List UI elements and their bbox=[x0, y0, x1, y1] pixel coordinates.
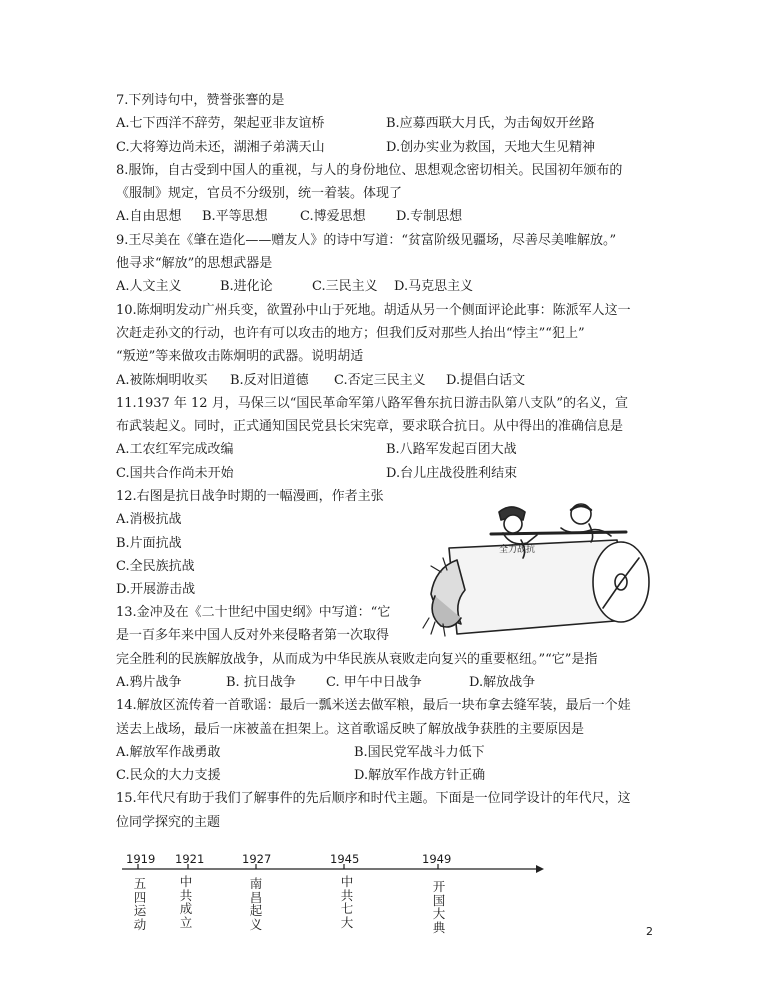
option-d: D.创办实业为救国，天地大生见精神 bbox=[386, 139, 596, 155]
option-c: C.否定三民主义 bbox=[334, 372, 426, 388]
question-stem: 完全胜利的民族解放战争，从而成为中华民族从衰败走向复兴的重要枢纽。”“它”是指 bbox=[116, 651, 598, 667]
option-b: B.进化论 bbox=[220, 279, 273, 295]
option-d: D.开展游击战 bbox=[116, 582, 196, 598]
option-b: B. 抗日战争 bbox=[226, 674, 296, 690]
timeline-year: 1927 bbox=[242, 852, 272, 866]
option-c: C.大将筹边尚未还，湖湘子弟满天山 bbox=[116, 139, 325, 155]
option-b: B.片面抗战 bbox=[116, 535, 182, 551]
option-d: D.专制思想 bbox=[396, 209, 463, 225]
timeline-event: 五四运动 bbox=[133, 876, 147, 932]
question-stem: 15.年代尺有助于我们了解事件的先后顺序和时代主题。下面是一位同学设计的年代尺，这 bbox=[116, 791, 631, 807]
cartoon-caption: 全力战抗 bbox=[499, 545, 536, 555]
question-stem: 是一百多年来中国人反对外来侵略者第一次取得 bbox=[116, 628, 390, 644]
option-a: A.工农红军完成改编 bbox=[116, 442, 234, 458]
question-list bbox=[116, 89, 656, 834]
question-15 bbox=[116, 787, 656, 834]
question-stem: 13.金冲及在《二十世纪中国史纲》中写道：“它 bbox=[116, 605, 391, 621]
timeline-year: 1921 bbox=[175, 852, 205, 866]
option-c: C.博爱思想 bbox=[300, 209, 366, 225]
option-c: C.国共合作尚未开始 bbox=[116, 465, 234, 481]
option-c: C.全民族抗战 bbox=[116, 558, 195, 574]
option-a: A.鸦片战争 bbox=[116, 674, 182, 690]
timeline-event: 开国大典 bbox=[432, 879, 446, 935]
question-stem: 10.陈炯明发动广州兵变，欲置孙中山于死地。胡适从另一个侧面评论此事：陈派军人这一 bbox=[116, 302, 631, 318]
question-14 bbox=[116, 694, 656, 787]
option-a: A.七下西洋不辞劳，架起亚非友谊桥 bbox=[116, 116, 325, 132]
question-10 bbox=[116, 299, 656, 392]
question-stem: 《服制》规定，官员不分级别，统一着装。体现了 bbox=[116, 186, 403, 202]
option-b: B.八路军发起百团大战 bbox=[386, 442, 517, 458]
option-b: B.反对旧道德 bbox=[230, 372, 309, 388]
question-7 bbox=[116, 89, 656, 159]
question-stem: 位同学探究的主题 bbox=[116, 814, 221, 830]
question-stem: 9.王尽美在《肇在造化——赠友人》的诗中写道：“贫富阶级见疆场，尽善尽美唯解放。” bbox=[116, 232, 617, 248]
timeline-event: 南昌起义 bbox=[249, 876, 263, 932]
option-c: C.民众的大力支援 bbox=[116, 768, 221, 784]
option-d: D.解放战争 bbox=[469, 674, 536, 690]
option-d: D.提倡白话文 bbox=[446, 372, 526, 388]
option-a: A.消极抗战 bbox=[116, 512, 182, 528]
timeline-event: 中共七大 bbox=[340, 874, 354, 930]
option-d: D.解放军作战方针正确 bbox=[354, 768, 486, 784]
question-stem: 14.解放区流传着一首歌谣：最后一瓢米送去做军粮，最后一块布拿去缝军装，最后一个娃 bbox=[116, 698, 631, 714]
question-stem: 11.1937 年 12 月，马保三以“国民革命军第八路军鲁东抗日游击队第八支队”的名义，宣 bbox=[116, 395, 628, 411]
timeline-year: 1949 bbox=[422, 852, 452, 866]
timeline-year: 1919 bbox=[126, 852, 156, 866]
question-stem: 8.服饰，自古受到中国人的重视，与人的身份地位、思想观念密切相关。民国初年颁布的 bbox=[116, 162, 623, 178]
option-a: A.被陈炯明收买 bbox=[116, 372, 208, 388]
option-d: D.马克思主义 bbox=[394, 279, 474, 295]
option-b: B.平等思想 bbox=[202, 209, 268, 225]
option-a: A.自由思想 bbox=[116, 209, 182, 225]
option-b: B.国民党军战斗力低下 bbox=[354, 744, 485, 760]
question-stem: 次赶走孙文的行动，也许有可以攻击的地方；但我们反对那些人抬出“悖主”“犯上” bbox=[116, 325, 585, 341]
option-c: C.三民主义 bbox=[312, 279, 378, 295]
anti-japanese-war-cartoon bbox=[421, 500, 659, 640]
timeline bbox=[116, 845, 556, 945]
option-c: C. 甲午中日战争 bbox=[326, 674, 422, 690]
option-b: B.应募西联大月氏，为击匈奴开丝路 bbox=[386, 116, 595, 132]
question-stem: 送去上战场，最后一床被盖在担架上。这首歌谣反映了解放战争获胜的主要原因是 bbox=[116, 721, 585, 737]
option-d: D.台儿庄战役胜利结束 bbox=[386, 465, 518, 481]
question-stem: 7.下列诗句中，赞誉张謇的是 bbox=[116, 93, 285, 108]
question-11 bbox=[116, 392, 656, 485]
timeline-year: 1945 bbox=[330, 852, 360, 866]
question-stem: 他寻求“解放”的思想武器是 bbox=[116, 256, 273, 272]
question-8 bbox=[116, 159, 656, 229]
option-a: A.人文主义 bbox=[116, 279, 182, 295]
question-stem: “叛逆”等来做攻击陈炯明的武器。说明胡适 bbox=[116, 349, 364, 365]
question-stem: 布武装起义。同时，正式通知国民党县长宋宪章，要求联合抗日。从中得出的准确信息是 bbox=[116, 419, 624, 435]
timeline-event: 中共成立 bbox=[179, 874, 193, 930]
option-a: A.解放军作战勇敢 bbox=[116, 744, 221, 760]
question-stem: 12.右图是抗日战争时期的一幅漫画，作者主张 bbox=[116, 489, 384, 505]
question-9 bbox=[116, 229, 656, 299]
page-number: 2 bbox=[646, 925, 653, 938]
